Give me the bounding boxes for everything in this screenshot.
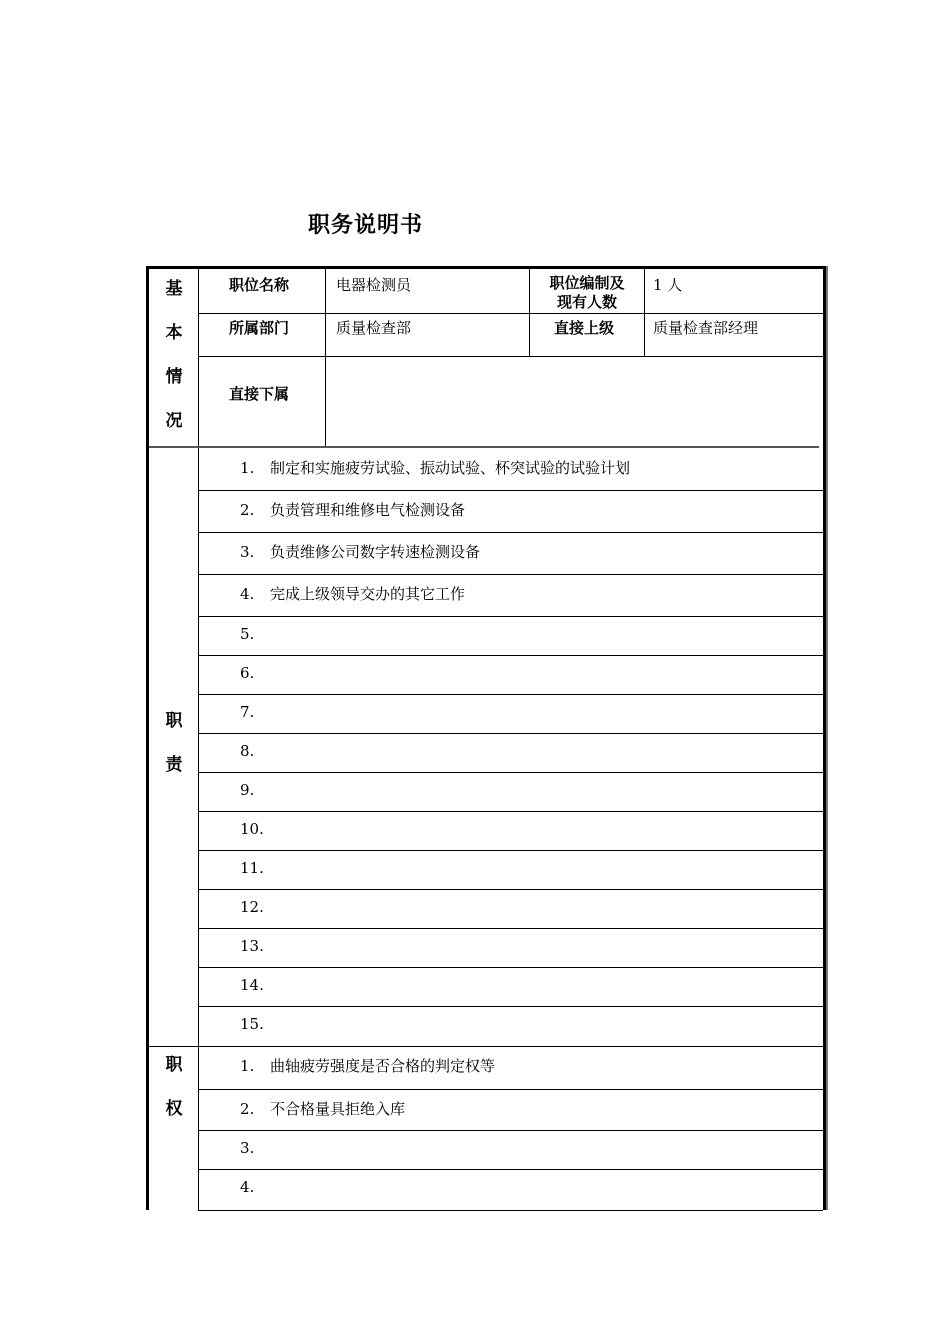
duties-item-number: 5. [240, 625, 255, 643]
duties-section-char: 责 [165, 755, 183, 775]
form-border-top [146, 266, 828, 269]
duties-row-line [198, 772, 823, 773]
duties-item-number: 11. [240, 859, 264, 877]
department-value: 质量检查部 [336, 319, 412, 337]
headcount-value: 1 人 [653, 276, 683, 294]
duties-item [240, 820, 270, 838]
duties-item-number: 9. [240, 781, 255, 799]
form-border-right-shadow [826, 266, 828, 1210]
duties-row-line [198, 1006, 823, 1007]
authority-row-line [198, 1169, 823, 1170]
duties-row-line [198, 616, 823, 617]
duties-item [240, 625, 270, 643]
duties-item-number: 4. [240, 585, 255, 603]
duties-item-number: 10. [240, 820, 264, 838]
duties-item [240, 583, 465, 604]
basic-section-char: 基 [165, 279, 183, 299]
department-label: 所属部门 [229, 319, 290, 337]
duties-item [240, 457, 630, 478]
mid-divider-right [644, 266, 645, 356]
duties-item [240, 541, 480, 562]
authority-item [240, 1055, 495, 1076]
authority-row-line [198, 1130, 823, 1131]
duties-item-text: 负责管理和维修电气检测设备 [270, 501, 466, 519]
authority-section-char: 权 [165, 1099, 183, 1119]
position-name-label: 职位名称 [229, 276, 290, 294]
form-border-left [146, 266, 149, 1210]
duties-row-line [198, 811, 823, 812]
duties-item-number: 14. [240, 976, 264, 994]
duties-item-number: 3. [240, 543, 255, 561]
duties-item-text: 负责维修公司数字转速检测设备 [270, 543, 481, 561]
authority-item-number: 3. [240, 1139, 255, 1157]
duties-item [240, 898, 270, 916]
duties-item [240, 937, 270, 955]
duties-item-number: 8. [240, 742, 255, 760]
basic-section-char: 本 [165, 323, 183, 343]
headcount-label-line1: 职位编制及 [549, 274, 625, 292]
duties-item [240, 859, 270, 877]
duties-row-line [198, 694, 823, 695]
duties-row-line [198, 850, 823, 851]
duties-item [240, 703, 270, 721]
duties-item [240, 742, 270, 760]
duties-item [240, 1015, 270, 1033]
job-description-form [146, 266, 828, 1210]
duties-item-number: 1. [240, 459, 255, 477]
duties-row-line [198, 532, 823, 533]
duties-item-number: 12. [240, 898, 264, 916]
duties-row-line [198, 967, 823, 968]
subordinate-label: 直接下属 [229, 385, 290, 403]
headcount-label [530, 274, 644, 312]
basic-row-line-1 [198, 313, 823, 314]
position-name-value: 电器检测员 [336, 276, 412, 294]
basic-section-char: 情 [165, 367, 183, 387]
authority-item-number: 4. [240, 1178, 255, 1196]
duties-item-number: 2. [240, 501, 255, 519]
duties-row-line [198, 889, 823, 890]
authority-item-number: 2. [240, 1100, 255, 1118]
authority-item [240, 1178, 270, 1196]
supervisor-label: 直接上级 [554, 319, 615, 337]
duties-item [240, 664, 270, 682]
duties-row-line [198, 655, 823, 656]
duties-row-line [149, 1046, 823, 1047]
document-title: 职务说明书 [308, 213, 424, 238]
duties-item-text: 制定和实施疲劳试验、振动试验、杯突试验的试验计划 [270, 459, 631, 477]
duties-item-text: 完成上级领导交办的其它工作 [270, 585, 466, 603]
headcount-label-line2: 现有人数 [556, 293, 617, 311]
supervisor-value: 质量检查部经理 [653, 319, 759, 337]
duties-item-number: 6. [240, 664, 255, 682]
authority-section-char: 职 [165, 1055, 183, 1075]
duties-item-number: 7. [240, 703, 255, 721]
basic-row-line-2 [198, 356, 823, 357]
duties-row-line [198, 928, 823, 929]
authority-row-line [198, 1210, 823, 1211]
authority-item [240, 1139, 270, 1157]
duties-item [240, 781, 270, 799]
duties-item-number: 13. [240, 937, 264, 955]
authority-item-number: 1. [240, 1057, 255, 1075]
duties-row-line [198, 490, 823, 491]
duties-row-line [198, 574, 823, 575]
basic-section-bottom [149, 446, 819, 448]
duties-row-line [198, 733, 823, 734]
authority-item [240, 1098, 405, 1119]
authority-item-text: 曲轴疲劳强度是否合格的判定权等 [270, 1057, 496, 1075]
duties-item-number: 15. [240, 1015, 264, 1033]
basic-section-char: 况 [165, 411, 183, 431]
duties-section-char: 职 [165, 711, 183, 731]
duties-item [240, 499, 465, 520]
section-column-divider [198, 266, 199, 1210]
duties-item [240, 976, 270, 994]
authority-row-line [198, 1089, 823, 1090]
authority-item-text: 不合格量具拒绝入库 [270, 1100, 406, 1118]
